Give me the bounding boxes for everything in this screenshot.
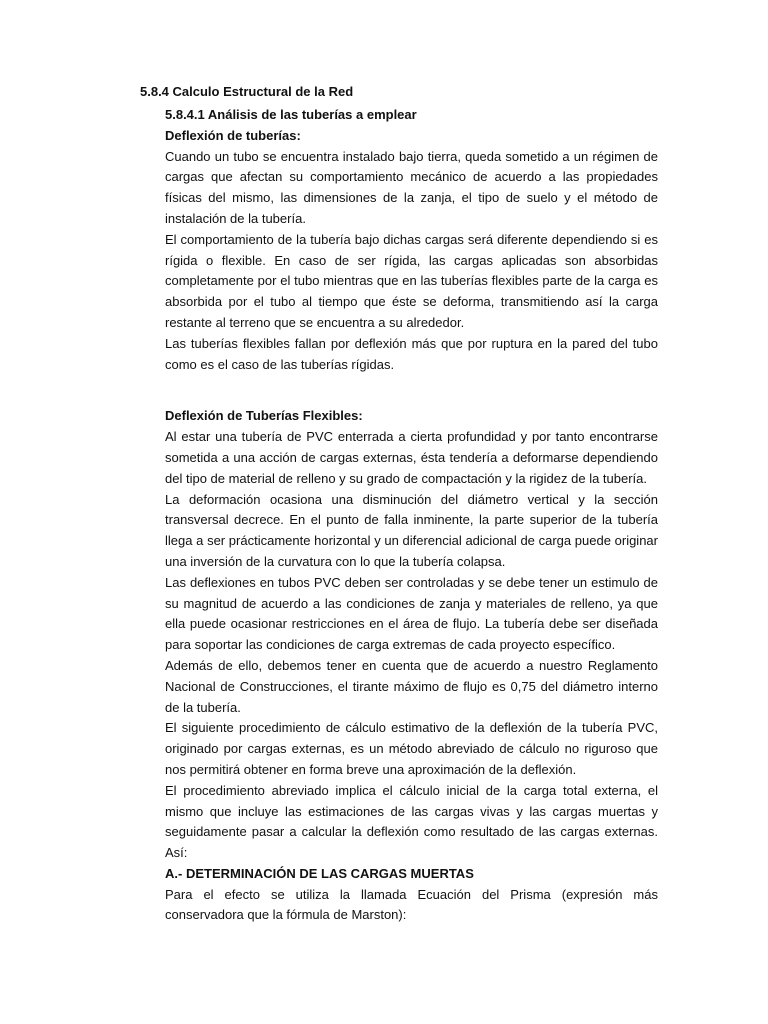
paragraph-3: Las tuberías flexibles fallan por deflexión más que por ruptura en la pared del tubo como es el caso de las tuberías rígidas. xyxy=(165,335,658,372)
paragraph-9: El procedimiento abreviado implica el cálculo inicial de la carga total externa, el mismo que incluye las estimaciones de las cargas vivas y las cargas muertas y seguidamente pasar a calcular la deflexión como resultado de las cargas externas. Así: xyxy=(165,782,658,861)
paragraph-8: El siguiente procedimiento de cálculo estimativo de la deflexión de la tubería PVC, originado por cargas externas, es un método abreviado de cálculo no riguroso que nos permitirá obtener en forma breve una aproximación de la deflexión. xyxy=(165,720,658,777)
paragraph-5: La deformación ocasiona una disminución del diámetro vertical y la sección transversal decrece. En el punto de falla inminente, la parte superior de la tubería llega a ser prácticamente horizontal y un diferencial adicional de carga puede originar una inversión de la curvatura con lo que la tubería colapsa. xyxy=(165,491,658,569)
paragraph-10: Para el efecto se utiliza la llamada Ecuación del Prisma (expresión más conservadora que la fórmula de Marston): xyxy=(165,886,658,923)
paragraph-1: Cuando un tubo se encuentra instalado bajo tierra, queda sometido a un régimen de cargas que afectan su comportamiento mecánico de acuerdo a las propiedades físicas del mismo, las dimensiones de la zanja, el tipo de suelo y el método de instalación de la tubería. xyxy=(165,148,658,226)
subsection-heading: 5.8.4.1 Análisis de las tuberías a emplear xyxy=(165,107,417,122)
paragraph-2: El comportamiento de la tubería bajo dichas cargas será diferente dependiendo si es rígida o flexible. En caso de ser rígida, las cargas aplicadas son absorbidas completamente por el tubo mientras que en las tuberías flexibles parte de la carga es absorbida por el tubo al tiempo que éste se deforma, transmitiendo así la carga restante al terreno que se encuentra a su alrededor. xyxy=(165,231,658,330)
section-heading: 5.8.4 Calculo Estructural de la Red xyxy=(140,84,354,99)
cargas-heading: A.- DETERMINACIÓN DE LAS CARGAS MUERTAS xyxy=(165,865,474,881)
paragraph-4: Al estar una tubería de PVC enterrada a cierta profundidad y por tanto encontrarse sometida a una acción de cargas externas, ésta tendería a deformarse dependiendo del tipo de material de relleno y su grado de compactación y la rigidez de la tubería. xyxy=(165,429,658,486)
flexibles-heading: Deflexión de Tuberías Flexibles: xyxy=(165,408,363,424)
deflexion-heading: Deflexión de tuberías: xyxy=(165,127,301,143)
paragraph-6: Las deflexiones en tubos PVC deben ser controladas y se debe tener un estimulo de su magnitud de acuerdo a las condiciones de zanja y materiales de relleno, ya que ella puede ocasionar restricciones en el área de flujo. La tubería debe ser diseñada para soportar las condiciones de carga extremas de cada proyecto específico. xyxy=(165,574,658,653)
section-gap xyxy=(165,375,658,406)
paragraph-7: Además de ello, debemos tener en cuenta que de acuerdo a nuestro Reglamento Nacional de Construcciones, el tirante máximo de flujo es 0,75 del diámetro interno de la tubería. xyxy=(165,657,658,715)
section-body xyxy=(165,105,658,926)
